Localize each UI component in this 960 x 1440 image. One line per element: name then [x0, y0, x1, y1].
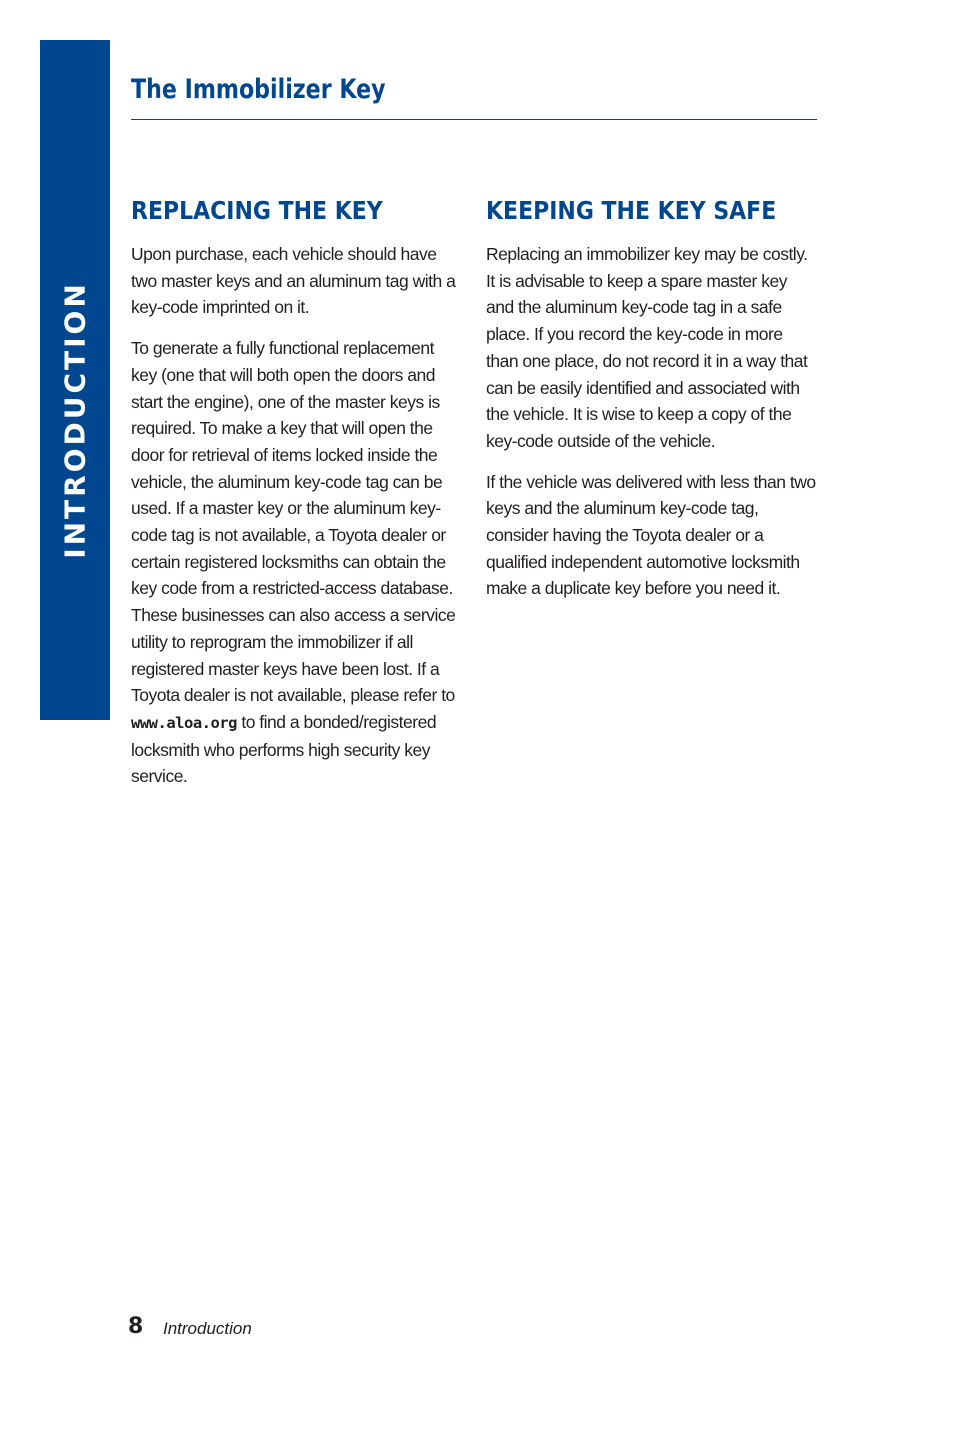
replacing-key-heading: REPLACING THE KEY	[131, 196, 383, 225]
page-title: The Immobilizer Key	[131, 74, 386, 105]
side-tab-label: INTRODUCTION	[58, 281, 92, 559]
footer-section-name: Introduction	[163, 1319, 252, 1338]
keeping-key-safe-heading: KEEPING THE KEY SAFE	[486, 196, 777, 225]
aloa-website-link[interactable]: www.aloa.org	[131, 713, 237, 732]
keeping-key-safe-paragraph-2: If the vehicle was delivered with less than two keys and the aluminum key-code tag, consider having the Toyota dealer or a qualified independent automotive locksmith make a duplicate key before you need it.	[486, 471, 816, 599]
keeping-key-safe-section	[486, 196, 817, 616]
replacing-key-paragraph-1: Upon purchase, each vehicle should have two master keys and an aluminum tag with a key-code imprinted on it.	[131, 244, 456, 318]
section-side-tab	[40, 40, 110, 720]
page-number: 8	[128, 1314, 144, 1339]
replacing-key-text-after-link: to find a bonded/registered locksmith who performs high security key service.	[131, 711, 437, 787]
replacing-key-paragraph-2	[131, 335, 461, 790]
replacing-key-text-before-link: To generate a fully functional replacement key (one that will both open the doors and start the engine), one of the master keys is required. To make a key that will open the door for retrieval of items locked inside the vehicle, the aluminum key-code tag can be used. If a master key or the aluminum key-code tag is not available, a Toyota dealer or certain registered locksmiths can obtain the key code from a restricted-access database. These businesses can also access a service utility to reprogram the immobilizer if all registered master keys have been lost. If a Toyota dealer is not available, please refer to	[131, 338, 456, 706]
replacing-key-section	[131, 196, 461, 804]
keeping-key-safe-paragraph-1: Replacing an immobilizer key may be costly. It is advisable to keep a spare master key and the aluminum key-code tag in a safe place. If you record the key-code in more than one place, do not record it in a way that can be easily identified and associated with the vehicle. It is wise to keep a copy of the key-code outside of the vehicle.	[486, 244, 808, 451]
title-divider	[131, 119, 817, 120]
